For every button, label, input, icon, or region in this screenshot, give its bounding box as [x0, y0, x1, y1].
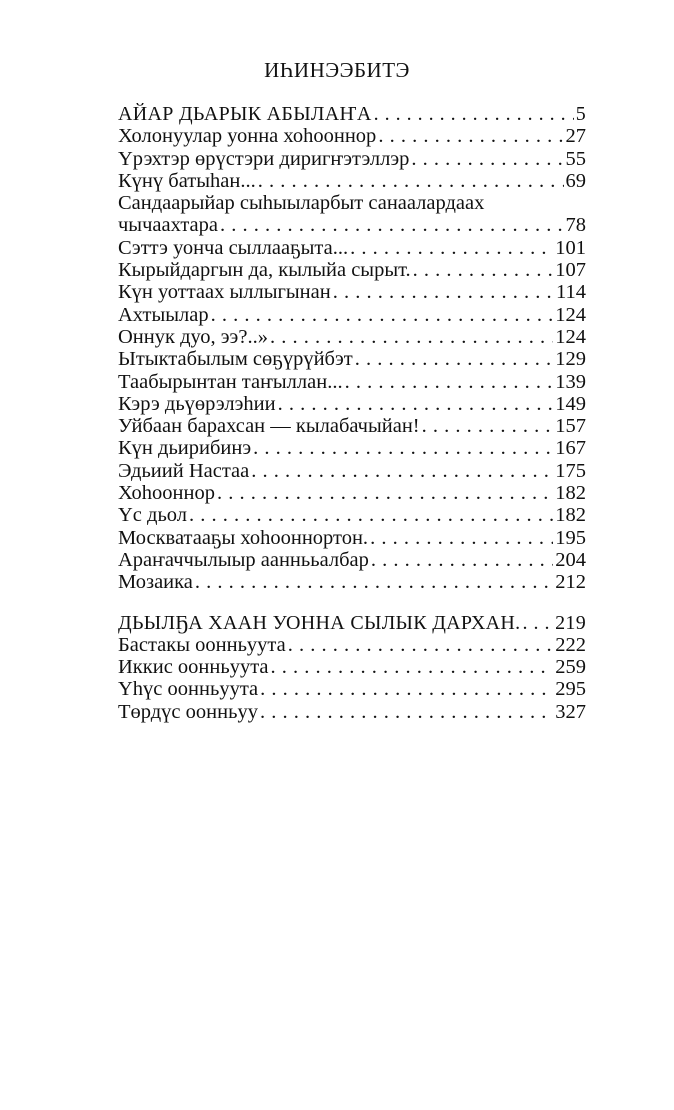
- dot-leader: [413, 259, 554, 281]
- entry-title: Москватааҕы хоһооннортон.: [118, 526, 369, 549]
- toc-entry: [118, 214, 586, 236]
- page-number: 259: [555, 656, 586, 679]
- dot-leader: [270, 326, 553, 348]
- toc-entry: [118, 259, 586, 281]
- dot-leader: [220, 214, 564, 236]
- entry-title: Төрдүс оонньуу: [118, 700, 258, 723]
- dot-leader: [271, 656, 554, 678]
- table-of-contents: [118, 103, 586, 723]
- toc-entry: [118, 125, 586, 147]
- toc-entry: [118, 527, 586, 549]
- page-number: 157: [555, 415, 586, 438]
- page-number: 149: [555, 392, 586, 415]
- dot-leader: [260, 678, 553, 700]
- page-number: 182: [555, 482, 586, 505]
- dot-leader: [350, 237, 553, 259]
- page-number: 212: [555, 571, 586, 594]
- entry-title: Хоһооннор: [118, 482, 215, 505]
- toc-entry: [118, 437, 586, 459]
- entry-title: Холонуулар уонна хоһооннор: [118, 125, 377, 148]
- entry-title: Күн уоттаах ыллыгынан: [118, 281, 331, 304]
- page-number: 129: [555, 348, 586, 371]
- toc-entry: [118, 549, 586, 571]
- page-number: 5: [575, 103, 586, 125]
- dot-leader: [374, 103, 574, 125]
- dot-leader: [371, 549, 553, 571]
- dot-leader: [345, 371, 554, 393]
- dot-leader: [278, 393, 554, 415]
- page-number: 124: [555, 303, 586, 326]
- toc-entry: [118, 482, 586, 504]
- page-number: 295: [555, 678, 586, 701]
- entry-title: Ахтыылар: [118, 303, 209, 326]
- page-number: 114: [556, 281, 586, 304]
- entry-title: Араҥаччылыыр ааннььалбар: [118, 548, 369, 571]
- entry-title: ДЬЫЛҔА ХААН УОННА СЫЛЫК ДАРХАН.: [118, 611, 521, 634]
- dot-leader: [195, 571, 553, 593]
- entry-title: АЙАР ДЬАРЫК АБЫЛАҤА: [118, 103, 372, 125]
- page-number: 167: [555, 437, 586, 460]
- entry-title: Кэрэ дьүөрэлэһии: [118, 392, 276, 415]
- toc-entry: [118, 504, 586, 526]
- toc-entry: [118, 701, 586, 723]
- entry-title: Кырыйдаргын да, кылыйа сырыт.: [118, 259, 411, 282]
- toc-entry: [118, 148, 586, 170]
- entry-title: Уйбаан барахсан — кылабачыйан!: [118, 415, 420, 438]
- entry-title: Ытыктабылым сөҕүрүйбэт: [118, 348, 353, 371]
- toc-entry: [118, 656, 586, 678]
- page-number: 222: [555, 633, 586, 656]
- entry-title: Оннук дуо, ээ?..»: [118, 325, 268, 348]
- page-number: 101: [555, 236, 586, 259]
- toc-entry: [118, 170, 586, 192]
- dot-leader: [189, 504, 553, 526]
- toc-entry: [118, 571, 586, 593]
- entry-title: Таабырынтан таҥыллан...: [118, 370, 343, 393]
- dot-leader: [522, 612, 553, 634]
- toc-entry: [118, 678, 586, 700]
- entry-title: Күн дьирибинэ: [118, 437, 252, 460]
- dot-leader: [260, 701, 553, 723]
- page-number: 78: [565, 214, 586, 237]
- dot-leader: [370, 527, 553, 549]
- entry-title: чычаахтара: [118, 214, 218, 237]
- entry-title-line1: Сандаарыйар сыһыыларбыт санаалардаах: [118, 192, 485, 215]
- section-heading: [118, 103, 586, 125]
- page-number: 69: [565, 169, 586, 192]
- dot-leader: [288, 634, 554, 656]
- dot-leader: [355, 348, 554, 370]
- toc-entry: [118, 348, 586, 370]
- dot-leader: [422, 415, 554, 437]
- entry-title: Эдьиий Настаа: [118, 459, 250, 482]
- dot-leader: [411, 148, 563, 170]
- entry-title: Үс дьол: [118, 504, 188, 527]
- toc-entry: [118, 304, 586, 326]
- page-number: 175: [555, 459, 586, 482]
- dot-leader: [378, 125, 563, 147]
- dot-leader: [217, 482, 553, 504]
- entry-title: Иккис оонньуута: [118, 656, 269, 679]
- entry-title: Сэттэ уонча сыллааҕыта...: [118, 236, 349, 259]
- page-number: 27: [565, 125, 586, 148]
- page-number: 124: [555, 325, 586, 348]
- page-number: 107: [555, 259, 586, 282]
- page-title: ИҺИНЭЭБИТЭ: [264, 58, 410, 82]
- dot-leader: [333, 281, 554, 303]
- toc-entry: [118, 237, 586, 259]
- page-number: 195: [555, 526, 586, 549]
- toc-entry: [118, 281, 586, 303]
- dot-leader: [211, 304, 554, 326]
- page-number: 219: [555, 611, 586, 634]
- dot-leader: [258, 170, 564, 192]
- page-number: 182: [555, 504, 586, 527]
- toc-entry: [118, 371, 586, 393]
- toc-entry: [118, 460, 586, 482]
- entry-title: Мозаика: [118, 571, 193, 594]
- page-number: 327: [555, 700, 586, 723]
- section-heading: [118, 612, 586, 634]
- dot-leader: [251, 460, 553, 482]
- entry-title: Үһүс оонньуута: [118, 678, 259, 701]
- entry-title: Үрэхтэр өрүстэри диригҥэтэллэр: [118, 147, 410, 170]
- entry-title: Бастакы оонньуута: [118, 633, 286, 656]
- entry-title: Күнү батыһан...: [118, 169, 256, 192]
- toc-entry: [118, 634, 586, 656]
- dot-leader: [253, 437, 553, 459]
- page-number: 139: [555, 370, 586, 393]
- page-number: 55: [565, 147, 586, 170]
- page-number: 204: [555, 548, 586, 571]
- toc-entry: [118, 415, 586, 437]
- toc-entry: [118, 393, 586, 415]
- section-gap: [118, 594, 586, 612]
- toc-entry: [118, 326, 586, 348]
